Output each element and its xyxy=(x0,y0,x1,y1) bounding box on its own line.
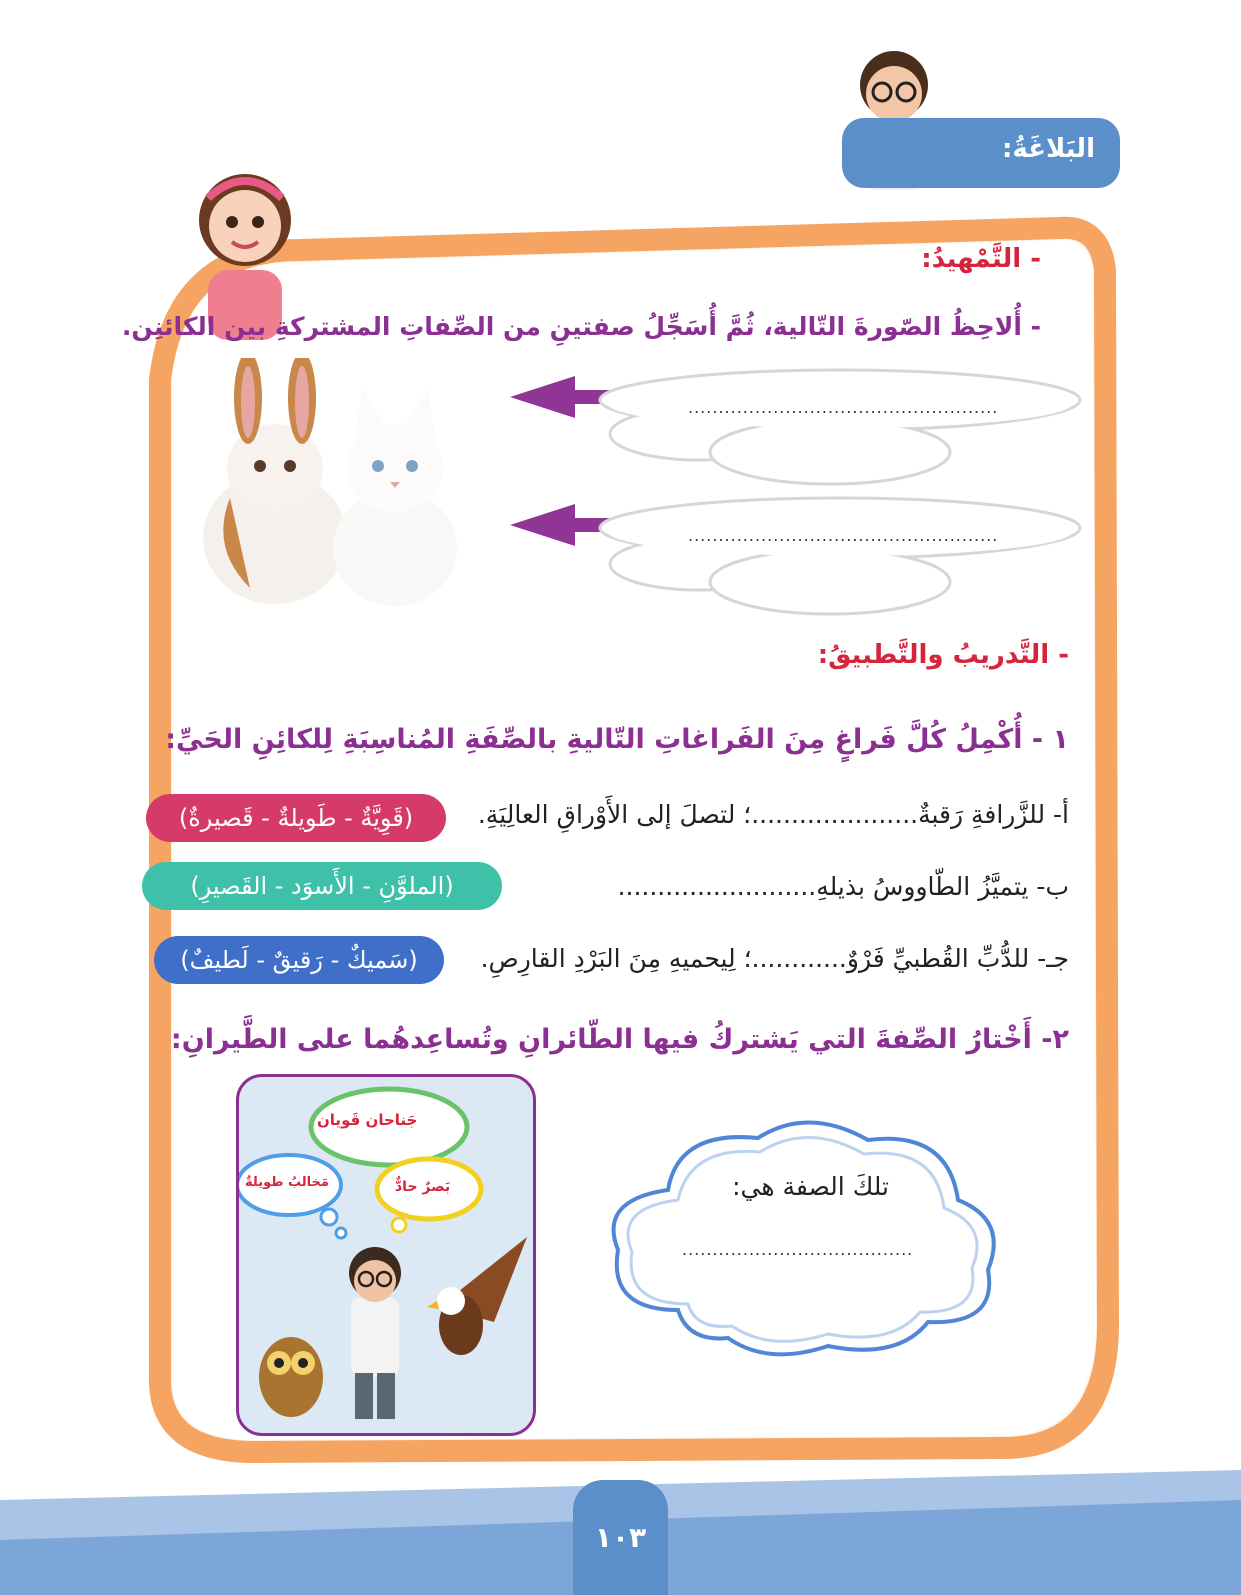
answer-blank-1[interactable]: ................................................... xyxy=(688,398,999,417)
q2-prompt: ٢- أَخْتارُ الصِّفةَ التي يَشتركُ فيها الطّائرانِ وتُساعِدهُما على الطَّيرانِ: xyxy=(170,1024,1069,1055)
intro-instruction: - أُلاحِظُ الصّورةَ التّالية، ثُمَّ أُسَجِّلُ صفتينِ من الصِّفاتِ المشتركةِ بين الكائنِن. xyxy=(121,312,1041,341)
q1-options-a: (قَوِيَّةٌ - طَويلةٌ - قَصيرةٌ) xyxy=(146,794,446,842)
bubble-sharp-sight: بَصرٌ حادٌّ xyxy=(395,1179,451,1195)
q1-options-c: (سَميكٌ - رَقيقٌ - لَطيفٌ) xyxy=(154,936,444,984)
q1-prompt: ١ - أُكْمِلُ كُلَّ فَراغٍ مِنَ الفَراغاتِ التّاليةِ بالصِّفَةِ المُناسِبَةِ لِلكائِنِ الحَيِّ: xyxy=(165,724,1069,755)
intro-heading: - التَّمْهيدُ: xyxy=(921,244,1041,274)
q1-options-b: (الملوَّنِ - الأَسوَد - القَصيرِ) xyxy=(142,862,502,910)
birds-scene-graphic xyxy=(239,1077,533,1433)
rabbit-and-cat-image xyxy=(190,358,480,610)
bubble-strong-wings: جَناحان قَويان xyxy=(317,1111,418,1129)
birds-illustration xyxy=(236,1074,536,1436)
bubble-long-talons: مَخالبُ طويلةٌ xyxy=(245,1175,329,1190)
practice-heading: - التَّدريبُ والتَّطبيقُ: xyxy=(817,640,1069,670)
q1-item-b: ب- يتميَّزُ الطّاووسُ بذيلهِ......................... xyxy=(617,872,1069,901)
q1-item-c: جـ- للدُّبِّ القُطبيِّ فَرْوٌ............؛ لِيحميهِ مِنَ البَرْدِ القارِصِ. xyxy=(480,944,1069,973)
q1-item-a: أ- للزَّرافةِ رَقبةٌ.....................؛ لتصلَ إلى الأَوْراقِ العالِيَةِ. xyxy=(477,800,1069,829)
answer-blank-2[interactable]: ................................................... xyxy=(688,526,999,545)
answer-blank-q2[interactable]: ...................................... xyxy=(682,1240,914,1259)
answer-label: تلكَ الصفة هي: xyxy=(732,1172,889,1201)
section-title: البَلاغَةُ: xyxy=(1002,134,1095,164)
page-number: ١٠٣ xyxy=(573,1480,668,1595)
